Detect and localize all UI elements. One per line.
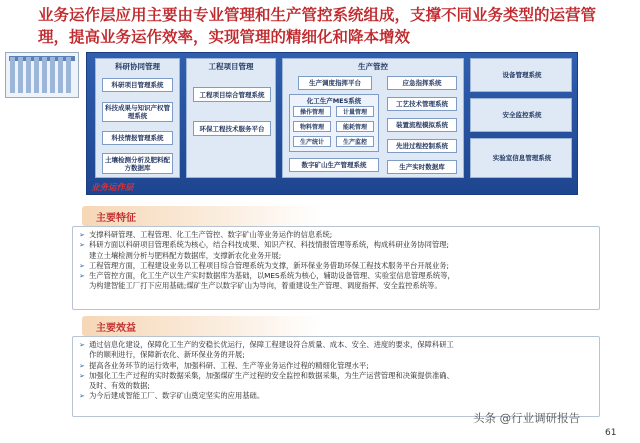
group-safety [470, 98, 572, 132]
system-emergency: 应急指挥系统 [387, 76, 457, 90]
mes-module: 生产统计 [293, 136, 331, 147]
group-research [95, 58, 180, 178]
benefits-list [79, 340, 593, 402]
system-env-engineering: 环保工程技术服务平台 [193, 121, 271, 136]
page-number: 61 [605, 428, 617, 438]
benefits-box [72, 336, 600, 417]
mes-module: 能耗管理 [336, 121, 374, 132]
system-realtime-db: 生产实时数据库 [387, 160, 457, 174]
system-research-intel: 科技情报管理系统 [102, 131, 173, 145]
benefits-list-item: 及时、有效的数据; [89, 381, 150, 391]
features-heading-bar [82, 206, 322, 226]
watermark: 头条 @行业调研报告 [473, 411, 581, 425]
business-operation-layer-diagram [86, 52, 578, 195]
layer-label: 业务运作层 [91, 183, 134, 193]
features-list-item: ➢ 支撑科研管理、工程管理、化工生产管控、数字矿山等业务运作的信息系统; [79, 230, 593, 240]
group-research-title: 科研协同管理 [115, 62, 160, 71]
group-production [282, 58, 464, 178]
system-soil-database: 土壤检测分析及肥料配方数据库 [102, 153, 173, 174]
system-apc: 先进过程控制系统 [387, 139, 457, 153]
mes-title: 化工生产MES系统 [306, 97, 362, 105]
group-equipment [470, 58, 572, 92]
system-lims: 实验室信息管理系统 [492, 154, 552, 162]
features-list-item: ➢ 科研方面以科研项目管理系统为核心，结合科技成果、知识产权、科技情报管理等系统，构成科研业务协同管理; [79, 240, 593, 250]
benefits-list-item: 作的顺利进行，保障新农化、新环保业务的开展; [89, 350, 245, 360]
benefits-heading: 主要效益 [96, 323, 136, 334]
benefits-list-item: ➢ 为今后建成智能工厂、数字矿山奠定坚实的应用基础。 [79, 391, 593, 401]
system-process-tech: 工艺技术管理系统 [387, 97, 457, 111]
system-safety-monitor: 安全监控系统 [502, 111, 542, 119]
system-equipment: 设备管理系统 [502, 71, 542, 79]
features-list [79, 230, 593, 292]
group-lims [470, 138, 572, 178]
benefits-list-item: ➢ 通过信息化建设，保障化工生产的安稳长优运行，保障工程建设符合质量、成本、安全、进度的要求，保障科研工 [79, 340, 593, 350]
mes-module: 物料管理 [293, 121, 331, 132]
system-research-project: 科研项目管理系统 [102, 78, 173, 92]
benefits-heading-bar [82, 316, 322, 336]
benefits-list-item: ➢ 加强化工生产过程的实时数据采集，加强煤矿生产过程的安全监控和数据采集，为生产运营管理和决策提供准确、 [79, 371, 593, 381]
mes-module: 操作管理 [293, 106, 331, 117]
page-title: 业务运作层应用主要由专业管理和生产管控系统组成，支撑不同业务类型的运营管理，提高业务运作效率，实现管理的精细化和降本增效 [38, 6, 597, 46]
mes-module: 生产监控 [336, 136, 374, 147]
group-production-title: 生产管控 [358, 62, 388, 71]
features-list-item: ➢ 工程管理方面，工程建设业务以工程项目综合管理系统为支撑，新环保业务借助环保工程技术服务平台开展业务; [79, 261, 593, 271]
features-list-item: ➢ 生产管控方面，化工生产以生产实时数据库为基础，以MES系统为核心，辅助设备管理、实验室信息管理系统等， [79, 271, 593, 281]
group-engineering-title: 工程项目管理 [208, 62, 254, 71]
features-box [72, 226, 600, 310]
mes-system-panel [289, 94, 379, 152]
features-list-item: 建立土壤检测分析与肥料配方数据库，支撑新农化业务开展; [89, 250, 282, 260]
features-list-item: 为构建智能工厂打下应用基础;煤矿生产以数字矿山为导向，着重建设生产管理、调度指挥、安全监控系统等。 [89, 281, 442, 291]
system-engineering-project: 工程项目综合管理系统 [193, 87, 271, 102]
architecture-thumbnail [5, 52, 79, 98]
system-dispatch: 生产调度指挥平台 [298, 76, 372, 90]
features-heading: 主要特征 [96, 213, 136, 224]
benefits-list-item: ➢ 提高各业务环节的运行效率，加强科研、工程、生产等业务运作过程的精细化管理水平; [79, 361, 593, 371]
group-engineering [186, 58, 276, 178]
mes-module: 计量管理 [336, 106, 374, 117]
system-digital-mine: 数字矿山生产管理系统 [289, 158, 379, 172]
system-process-sim: 装置流程模拟系统 [387, 118, 457, 132]
system-research-achievement: 科技成果与知识产权管理系统 [102, 102, 173, 122]
